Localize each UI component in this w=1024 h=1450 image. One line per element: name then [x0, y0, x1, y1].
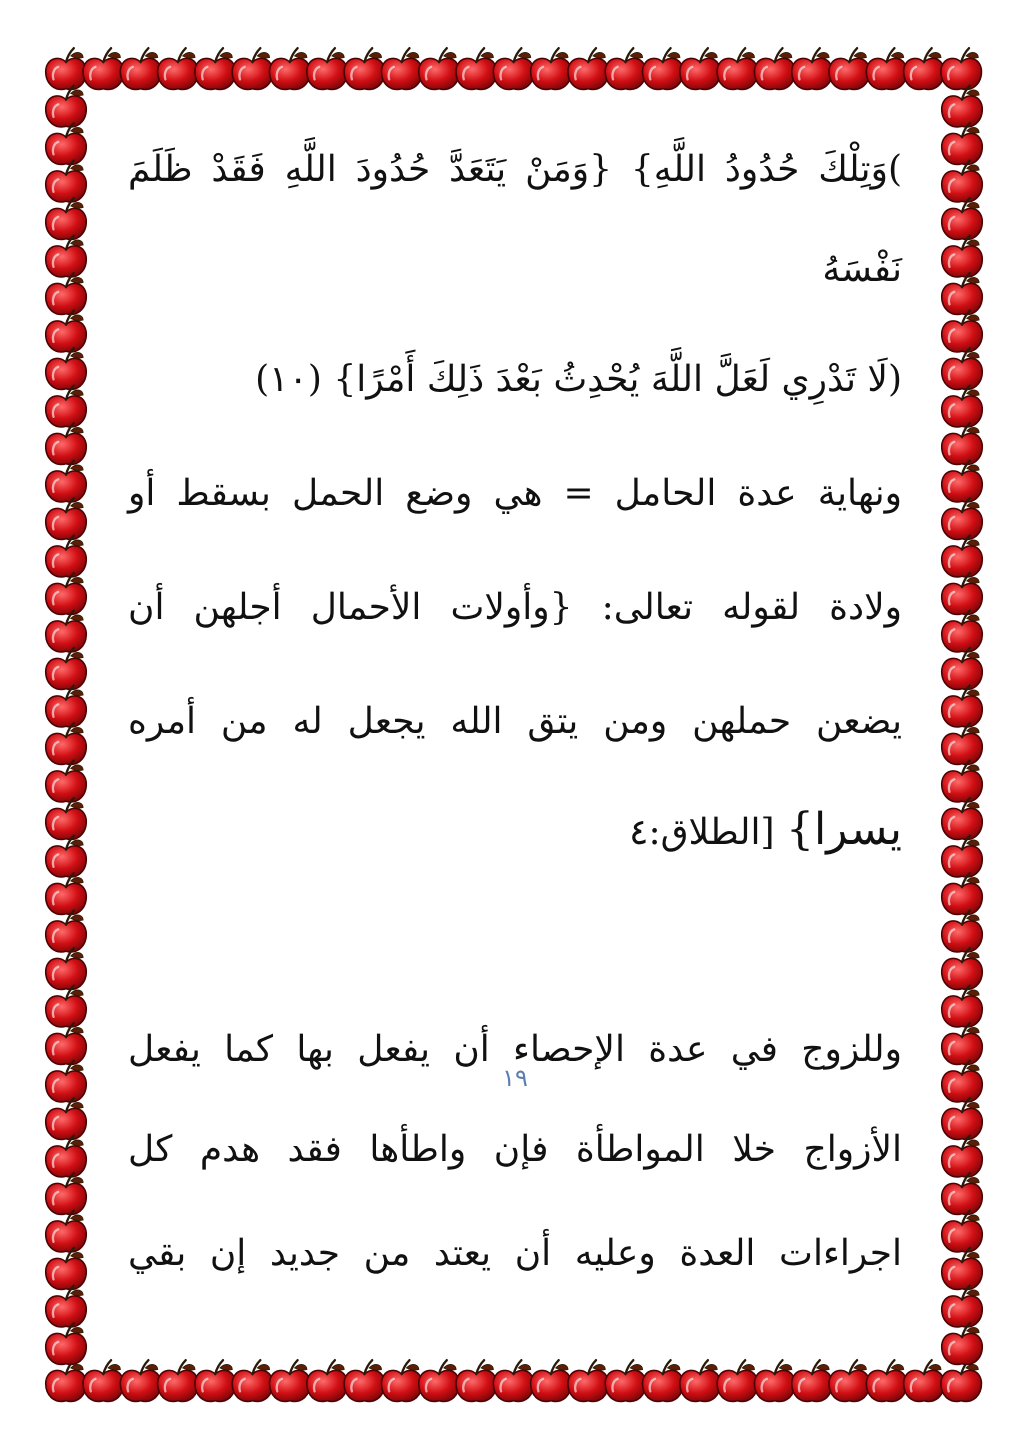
apple-icon	[942, 1323, 983, 1364]
apple-icon	[46, 1323, 87, 1364]
apple-icon	[942, 123, 983, 164]
apple-icon	[46, 123, 87, 164]
apple-icon	[46, 798, 87, 839]
apple-icon	[232, 1360, 273, 1401]
apple-icon	[46, 536, 87, 577]
apple-icon	[792, 48, 833, 89]
apple-icon	[493, 1360, 534, 1401]
apple-icon	[942, 86, 983, 127]
document-body	[128, 120, 902, 1274]
apple-icon	[942, 1023, 983, 1064]
apple-icon	[942, 873, 983, 914]
apple-icon	[942, 1211, 983, 1252]
apple-icon	[531, 48, 572, 89]
apple-icon	[120, 1360, 161, 1401]
apple-icon	[46, 611, 87, 652]
apple-icon	[942, 798, 983, 839]
apple-icon	[307, 1360, 348, 1401]
apple-icon	[46, 986, 87, 1027]
apple-icon	[866, 1360, 907, 1401]
text-line-8: وللزوج في عدة الإحصاء أن يفعل بها كما يفعل	[128, 1029, 902, 1070]
apple-icon	[46, 573, 87, 614]
apple-icon	[493, 48, 534, 89]
apple-icon	[46, 386, 87, 427]
apple-icon	[46, 1173, 87, 1214]
apple-icon	[942, 423, 983, 464]
apple-icon	[158, 1360, 199, 1401]
apple-icon	[120, 48, 161, 89]
apple-icon	[46, 873, 87, 914]
text-line-1: )وَتِلْكَ حُدُودُ اللَّهِ} {وَمَنْ يَتَعَدَّ حُدُودَ اللَّهِ فَقَدْ ظَلَمَ	[128, 149, 902, 190]
apple-icon	[46, 48, 87, 89]
apple-icon	[942, 236, 983, 277]
emphasis-word: يسرا}	[786, 804, 902, 855]
apple-icon	[568, 1360, 609, 1401]
apple-icon	[942, 1286, 983, 1327]
apple-icon	[829, 48, 870, 89]
apple-icon	[46, 498, 87, 539]
apple-icon	[605, 48, 646, 89]
apple-icon	[942, 686, 983, 727]
apple-icon	[46, 423, 87, 464]
apple-icon	[568, 48, 609, 89]
apple-icon	[83, 48, 124, 89]
apple-icon	[942, 611, 983, 652]
apple-icon	[680, 48, 721, 89]
apple-icon	[942, 161, 983, 202]
apple-icon	[643, 1360, 684, 1401]
apple-icon	[942, 461, 983, 502]
apple-icon	[344, 48, 385, 89]
apple-icon	[83, 1360, 124, 1401]
apple-icon	[46, 911, 87, 952]
apple-icon	[46, 1061, 87, 1102]
apple-icon	[46, 1248, 87, 1289]
apple-icon	[531, 1360, 572, 1401]
apple-icon	[717, 48, 758, 89]
text-line-5: ولادة لقوله تعالى: {وأولات الأحمال أجلهن أن	[128, 587, 902, 628]
apple-icon	[942, 1248, 983, 1289]
apple-icon	[456, 1360, 497, 1401]
apple-icon	[46, 348, 87, 389]
apple-icon	[904, 1360, 945, 1401]
apple-icon	[942, 761, 983, 802]
apple-icon	[419, 1360, 460, 1401]
apple-icon	[942, 1136, 983, 1177]
apple-icon	[605, 1360, 646, 1401]
apple-icon	[942, 723, 983, 764]
apple-icon	[46, 198, 87, 239]
apple-icon	[46, 236, 87, 277]
apple-icon	[46, 648, 87, 689]
text-line-3: (لَا تَدْرِي لَعَلَّ اللَّهَ يُحْدِثُ بَعْدَ ذَلِكَ أَمْرًا} (١٠)	[255, 359, 902, 400]
apple-icon	[456, 48, 497, 89]
apple-icon	[46, 461, 87, 502]
apple-icon	[46, 273, 87, 314]
apple-icon	[942, 648, 983, 689]
apple-icon	[270, 1360, 311, 1401]
apple-icon	[46, 1211, 87, 1252]
apple-icon	[46, 86, 87, 127]
apple-icon	[419, 48, 460, 89]
quran-reference: [الطلاق:٤	[629, 812, 775, 853]
apple-icon	[754, 48, 795, 89]
apple-icon	[942, 573, 983, 614]
apple-icon	[942, 498, 983, 539]
text-line-7	[128, 800, 902, 863]
apple-icon	[270, 48, 311, 89]
apple-icon	[195, 48, 236, 89]
apple-icon	[942, 836, 983, 877]
apple-icon	[46, 311, 87, 352]
apple-icon	[717, 1360, 758, 1401]
apple-icon	[46, 686, 87, 727]
apple-icon	[344, 1360, 385, 1401]
apple-icon	[792, 1360, 833, 1401]
apple-icon	[195, 1360, 236, 1401]
apple-icon	[46, 761, 87, 802]
apple-icon	[866, 48, 907, 89]
apple-icon	[942, 1061, 983, 1102]
apple-icon	[232, 48, 273, 89]
apple-icon	[158, 48, 199, 89]
apple-icon	[904, 48, 945, 89]
apple-icon	[942, 311, 983, 352]
apple-icon	[942, 948, 983, 989]
apple-icon	[46, 1098, 87, 1139]
apple-icon	[307, 48, 348, 89]
apple-icon	[942, 198, 983, 239]
apple-icon	[643, 48, 684, 89]
apple-icon	[754, 1360, 795, 1401]
text-line-9: الأزواج خلا المواطأة فإن واطأها فقد هدم كل	[128, 1129, 902, 1170]
apple-icon	[942, 986, 983, 1027]
apple-icon	[46, 1286, 87, 1327]
apple-icon	[381, 1360, 422, 1401]
text-line-10: اجراءات العدة وعليه أن يعتد من جديد إن بقي	[128, 1233, 902, 1274]
apple-icon	[46, 1023, 87, 1064]
apple-icon	[829, 1360, 870, 1401]
apple-icon	[942, 911, 983, 952]
text-line-2: نَفْسَهُ	[822, 249, 902, 290]
apple-icon	[941, 1360, 982, 1401]
apple-icon	[942, 1173, 983, 1214]
apple-icon	[46, 1360, 87, 1401]
apple-icon	[46, 161, 87, 202]
apple-icon	[942, 386, 983, 427]
text-line-4: ونهاية عدة الحامل = هي وضع الحمل بسقط أو	[128, 473, 902, 514]
apple-icon	[942, 273, 983, 314]
apple-icon	[46, 1136, 87, 1177]
apple-icon	[46, 836, 87, 877]
apple-icon	[46, 723, 87, 764]
apple-icon	[680, 1360, 721, 1401]
apple-icon	[941, 48, 982, 89]
apple-icon	[942, 348, 983, 389]
text-line-6: يضعن حملهن ومن يتق الله يجعل له من أمره	[128, 701, 902, 742]
apple-icon	[942, 1098, 983, 1139]
page-number: ١٩	[502, 1064, 528, 1092]
apple-icon	[942, 536, 983, 577]
apple-icon	[381, 48, 422, 89]
apple-icon	[46, 948, 87, 989]
